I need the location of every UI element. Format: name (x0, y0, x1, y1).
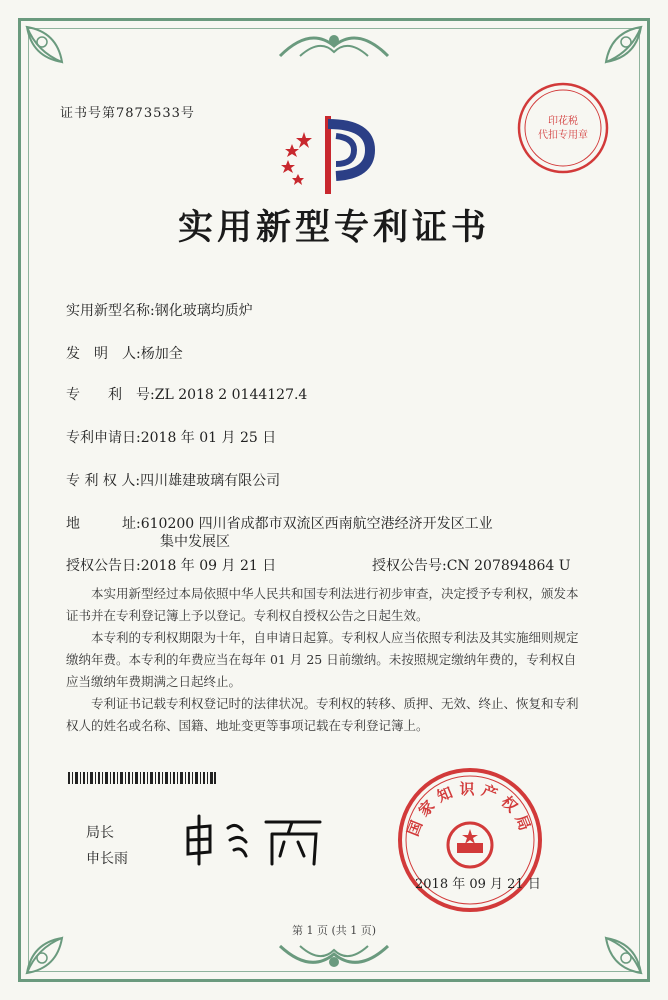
director-title: 局长 (86, 825, 114, 841)
corner-ornament-bottom-left-icon (22, 908, 92, 978)
inventor-value: 杨加全 (140, 346, 183, 362)
certificate-number: 证书号第7873533号 (60, 106, 195, 121)
cnipa-official-seal-icon (395, 765, 545, 915)
top-ornament-icon (270, 26, 398, 66)
corner-ornament-top-left-icon (22, 22, 92, 92)
patent-number-value: ZL 2018 2 0144127.4 (154, 387, 308, 403)
grant-date-label: 授权公告日: (66, 558, 141, 574)
body-paragraph-1: 本实用新型经过本局依照中华人民共和国专利法进行初步审查，决定授予专利权，颁发本证书并在专利登记簿上予以登记。专利权自授权公告之日起生效。 (66, 586, 579, 623)
address-value-line2: 集中发展区 (160, 534, 230, 550)
grant-date-row (66, 555, 276, 575)
application-date-row (66, 427, 276, 447)
utility-model-name-value: 钢化玻璃均质炉 (154, 303, 253, 319)
patentee-value: 四川雄建玻璃有限公司 (140, 473, 281, 489)
grant-number-value: CN 207894864 U (446, 558, 571, 574)
svg-text:代扣专用章: 代扣专用章 (538, 130, 588, 141)
patentee-label: 专 利 权 人: (66, 473, 141, 489)
patent-number-row (66, 384, 307, 404)
application-date-label: 专利申请日: (66, 430, 141, 446)
utility-model-name-label: 实用新型名称: (66, 303, 155, 319)
grant-number-label: 授权公告号: (372, 558, 447, 574)
patentee-row (66, 470, 280, 490)
body-paragraph-2: 本专利的专利权期限为十年，自申请日起算。专利权人应当依照专利法及其实施细则规定缴纳年费。本专利的年费应当在每年 01 月 25 日前缴纳。未按照规定缴纳年费的，专利权自应当缴纳年费期满之日起终止。 (66, 630, 579, 689)
director-signature-icon (180, 808, 330, 868)
page-number: 第 1 页 (共 1 页) (291, 924, 377, 937)
tax-seal-icon (515, 80, 611, 176)
svg-text:印花税: 印花税 (548, 116, 578, 127)
application-date-value: 2018 年 01 月 25 日 (140, 430, 277, 446)
certificate-body (66, 583, 586, 737)
barcode-icon (68, 772, 216, 784)
certificate-title: 实用新型专利证书 (177, 207, 490, 248)
bottom-ornament-icon (270, 938, 398, 974)
corner-ornament-bottom-right-icon (576, 908, 646, 978)
director-name: 申长雨 (86, 851, 128, 867)
seal-date: 2018 年 09 月 21 日 (415, 877, 541, 892)
svg-text:国家知识产权局: 国家知识产权局 (403, 780, 537, 839)
address-value-line1: 610200 四川省成都市双流区西南航空港经济开发区工业 (140, 516, 493, 532)
inventor-label: 发 明 人: (66, 346, 141, 362)
address-row (66, 513, 493, 533)
cnipa-logo-icon (270, 110, 390, 200)
body-paragraph-3: 专利证书记载专利权登记时的法律状况。专利权的转移、质押、无效、终止、恢复和专利权人的姓名或名称、国籍、地址变更等事项记载在专利登记簿上。 (66, 696, 579, 733)
grant-number-row (372, 555, 571, 575)
address-label: 地 址: (66, 516, 141, 532)
patent-number-label: 专 利 号: (66, 387, 155, 403)
utility-model-name-row (66, 300, 253, 320)
inventor-row (66, 343, 183, 363)
grant-date-value: 2018 年 09 月 21 日 (140, 558, 277, 574)
